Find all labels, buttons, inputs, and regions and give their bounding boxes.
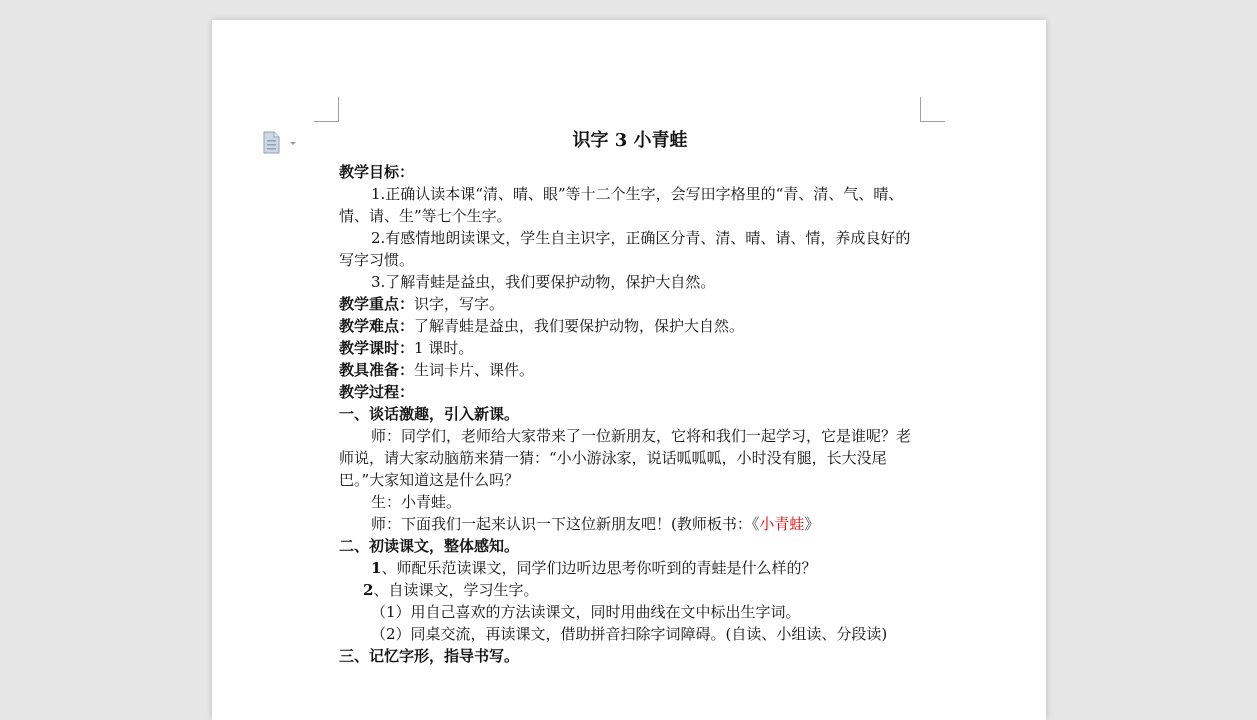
document-options-icon (262, 130, 302, 156)
sub-step-item: （1）用自己喜欢的方法读课文，同时用曲线在文中标出生字词。 (371, 603, 801, 621)
difficulty-text: 了解青蛙是益虫，我们要保护动物，保护大自然。 (414, 317, 745, 335)
crop-mark-top-left (314, 97, 339, 122)
sub-step-item: （2）同桌交流，再读课文，借助拼音扫除字词障碍。(自读、小组读、分段读) (371, 625, 888, 643)
step-text: 、师配乐范读课文，同学们边听边思考你听到的青蛙是什么样的？ (381, 559, 817, 577)
difficulty-label: 教学难点： (339, 317, 415, 335)
dialogue-line: 生：小青蛙。 (371, 493, 462, 511)
difficulty (339, 315, 921, 337)
class-hours-text: 1 课时。 (414, 339, 474, 357)
chevron-down-icon (290, 142, 296, 145)
dialogue-text: 师：下面我们一起来认识一下这位新朋友吧！(教师板书：《 (371, 515, 760, 533)
step-item (339, 557, 921, 579)
materials (339, 359, 921, 381)
class-hours (339, 337, 921, 359)
dialogue-text: 》 (804, 515, 820, 533)
goals-heading: 教学目标： (339, 163, 415, 181)
step-number: 2 (363, 581, 374, 599)
section-heading: 三、记忆字形，指导书写。 (339, 647, 520, 665)
materials-label: 教具准备： (339, 361, 415, 379)
section-heading: 一、谈话激趣，引入新课。 (339, 405, 520, 423)
document-page (212, 20, 1046, 720)
document-title: 识字 3 小青蛙 (572, 130, 688, 151)
dialogue-line (339, 513, 921, 535)
section-heading: 二、初读课文，整体感知。 (339, 537, 520, 555)
goal-item: 3.了解青蛙是益虫，我们要保护动物，保护大自然。 (371, 273, 716, 291)
class-hours-label: 教学课时： (339, 339, 415, 357)
document-body (339, 128, 921, 667)
step-number: 1 (371, 559, 382, 577)
crop-mark-top-right (920, 97, 945, 122)
highlighted-title: 小青蛙 (759, 515, 805, 533)
goal-item: 2.有感情地朗读课文，学生自主识字，正确区分青、清、晴、请、情，养成良好的写字习惯。 (339, 229, 911, 269)
step-text: 、自读课文，学习生字。 (373, 581, 539, 599)
process-heading: 教学过程： (339, 383, 415, 401)
key-points (339, 293, 921, 315)
key-points-text: 识字，写字。 (414, 295, 505, 313)
dialogue-line: 师：同学们，老师给大家带来了一位新朋友，它将和我们一起学习，它是谁呢？老师说，请大家动脑筋来猜一猜：“小小游泳家，说话呱呱呱，小时没有腿，长大没尾巴。”大家知道这是什么吗？ (339, 427, 912, 489)
document-options-button[interactable] (262, 130, 302, 156)
key-points-label: 教学重点： (339, 295, 415, 313)
goal-item: 1.正确认读本课“清、晴、眼”等十二个生字，会写田字格里的“青、清、气、晴、情、请、生”等七个生字。 (339, 185, 904, 225)
materials-text: 生词卡片、课件。 (414, 361, 535, 379)
step-item (339, 579, 921, 601)
